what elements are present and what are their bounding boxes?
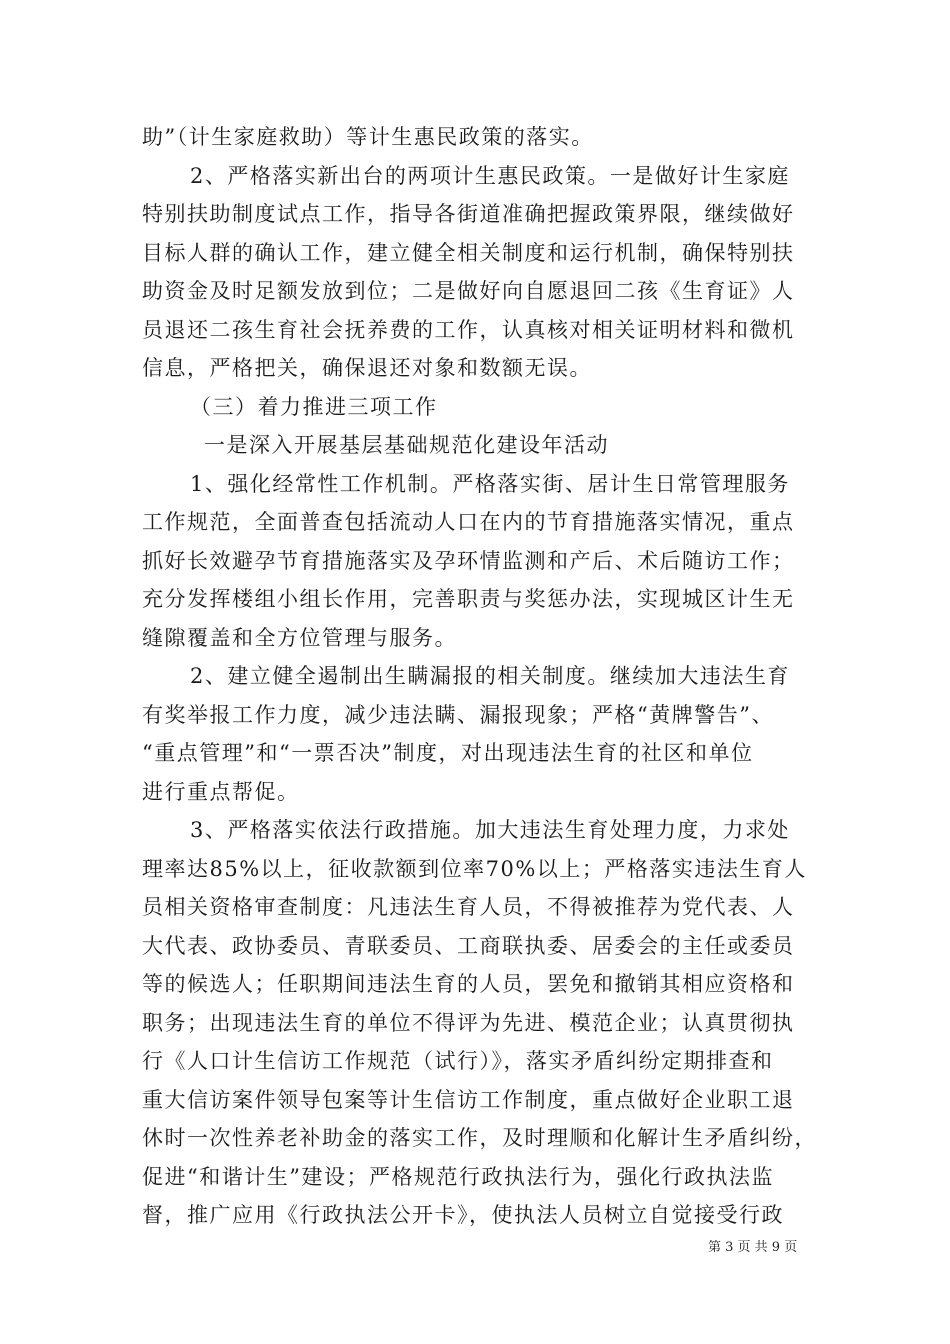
text-line: 特别扶助制度试点工作，指导各街道准确把握政策界限，继续做好 xyxy=(142,202,795,226)
text-line: 信息，严格把关，确保退还对象和数额无误。 xyxy=(142,356,592,380)
text-line: 助资金及时足额发放到位；二是做好向自愿退回二孩《生育证》人 xyxy=(142,279,795,303)
text-line: 充分发挥楼组小组长作用，完善职责与奖惩办法，实现城区计生无 xyxy=(142,587,795,611)
text-line: 大代表、政协委员、青联委员、工商联执委、居委会的主任或委员 xyxy=(142,933,795,958)
text-line: 有奖举报工作力度，减少违法瞒、漏报现象；严格“黄牌警告”、 xyxy=(142,702,774,727)
text-line: 休时一次性养老补助金的落实工作，及时理顺和化解计生矛盾纠纷， xyxy=(142,1126,817,1150)
text-line: 助”（计生家庭救助）等计生惠民政策的落实。 xyxy=(142,125,594,149)
text-line: 1、强化经常性工作机制。严格落实街、居计生日常管理服务 xyxy=(190,471,790,496)
text-line: 行《人口计生信访工作规范（试行）》，落实矛盾纠纷定期排查和 xyxy=(142,1049,774,1073)
text-line: 促进“和谐计生”建设；严格规范行政执法行为，强化行政执法监 xyxy=(142,1164,774,1189)
section-heading: （三）着力推进三项工作 xyxy=(190,394,438,419)
text-line: 目标人群的确认工作，建立健全相关制度和运行机制，确保特别扶 xyxy=(142,240,795,265)
text-line: 督，推广应用《行政执法公开卡》，使执法人员树立自觉接受行政 xyxy=(142,1203,784,1227)
text-line: 理率达85%以上，征收款额到位率70%以上；严格落实违法生育人 xyxy=(142,856,807,881)
text-line: 3、严格落实依法行政措施。加大违法生育处理力度，力求处 xyxy=(190,818,790,842)
text-line: 员退还二孩生育社会抚养费的工作，认真核对相关证明材料和微机 xyxy=(142,317,795,342)
text-line: 缝隙覆盖和全方位管理与服务。 xyxy=(142,625,457,650)
text-line: 职务；出现违法生育的单位不得评为先进、模范企业；认真贯彻执 xyxy=(142,1010,795,1035)
text-line: 员相关资格审查制度：凡违法生育人员，不得被推荐为党代表、人 xyxy=(142,895,795,919)
text-line: “重点管理”和“一票否决”制度，对出现违法生育的社区和单位 xyxy=(142,741,754,765)
text-line: 抓好长效避孕节育措施落实及孕环情监测和产后、术后随访工作； xyxy=(142,548,795,573)
text-line: 等的候选人；任职期间违法生育的人员，罢免和撤销其相应资格和 xyxy=(142,972,795,996)
text-line: 2、严格落实新出台的两项计生惠民政策。一是做好计生家庭 xyxy=(190,163,790,188)
page-number: 第 3 页 共 9 页 xyxy=(708,1240,798,1255)
text-line: 2、建立健全遏制出生瞒漏报的相关制度。继续加大违法生育 xyxy=(190,664,790,688)
subsection-heading: 一是深入开展基层基础规范化建设年活动 xyxy=(204,433,609,457)
document-body xyxy=(142,118,817,1235)
text-line: 进行重点帮促。 xyxy=(142,779,300,804)
text-line: 重大信访案件领导包案等计生信访工作制度，重点做好企业职工退 xyxy=(142,1087,795,1112)
text-line: 工作规范，全面普查包括流动人口在内的节育措施落实情况，重点 xyxy=(142,510,795,534)
